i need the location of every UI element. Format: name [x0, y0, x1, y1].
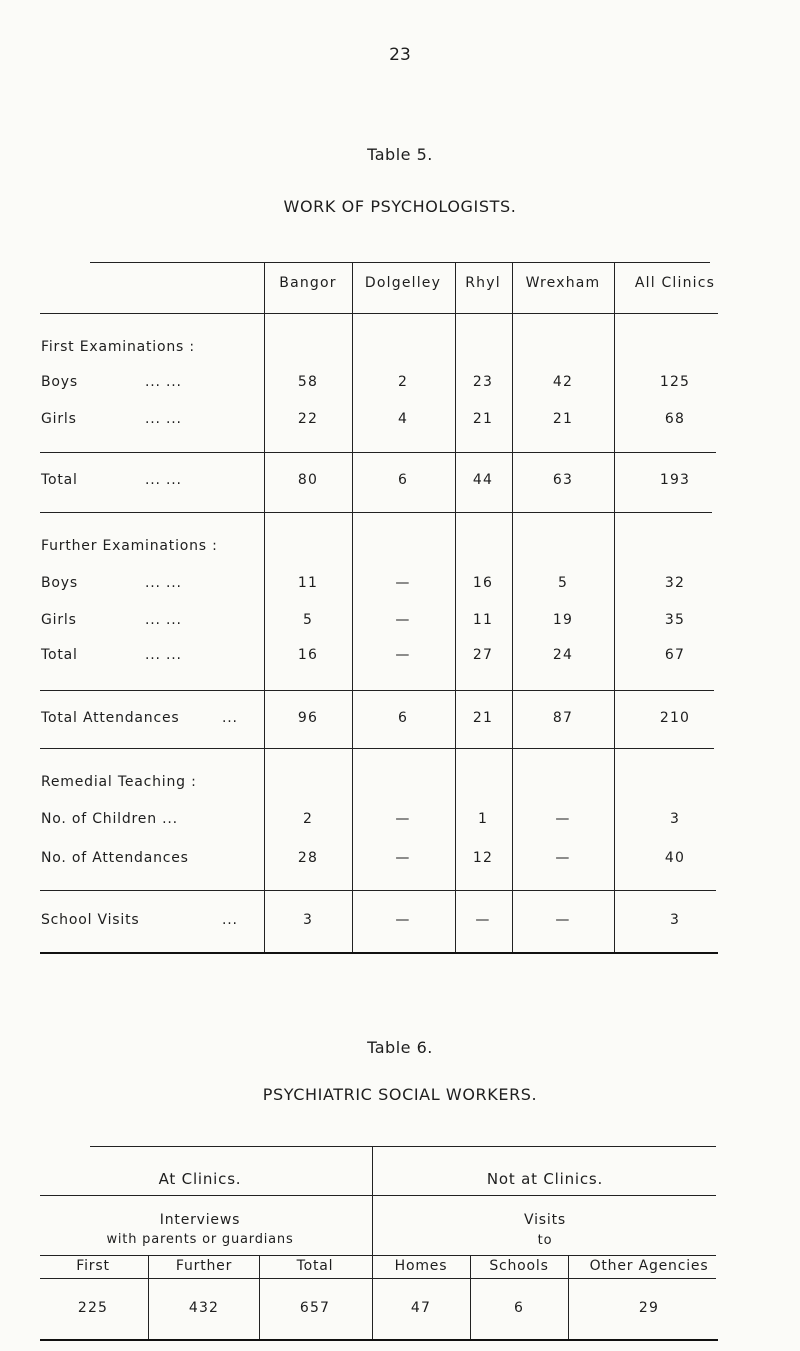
- cell-value: 44: [472, 472, 494, 488]
- cell-value: —: [395, 647, 411, 663]
- t6-vrule-5: [568, 1255, 569, 1339]
- cell-value: 40: [664, 850, 686, 866]
- cell-value: 3: [302, 912, 314, 928]
- cell-value: 11: [472, 612, 494, 628]
- row-label: Girls: [41, 411, 77, 427]
- t5-vrule-4: [512, 262, 513, 952]
- cell-value: 80: [297, 472, 319, 488]
- cell-value: 125: [659, 374, 691, 390]
- cell-value: —: [395, 912, 411, 928]
- section-heading: Further Examinations :: [41, 538, 218, 554]
- table6-title: PSYCHIATRIC SOCIAL WORKERS.: [262, 1085, 538, 1104]
- t6-vrule-2: [259, 1255, 260, 1339]
- row-label: Total: [41, 647, 78, 663]
- cell-value: 5: [557, 575, 569, 591]
- cell-value: 35: [664, 612, 686, 628]
- row-label: Boys: [41, 374, 78, 390]
- cell-value: 5: [302, 612, 314, 628]
- row-label: Boys: [41, 575, 78, 591]
- cell-value: 32: [664, 575, 686, 591]
- t5-vrule-2: [352, 262, 353, 952]
- t5-col-header: Rhyl: [465, 275, 501, 291]
- cell-value: 1: [477, 811, 489, 827]
- t6-rule-group: [40, 1195, 716, 1196]
- section-heading: First Examinations :: [41, 339, 195, 355]
- t5-vrule-3: [455, 262, 456, 952]
- t5-rule-attend: [40, 690, 714, 691]
- t6-cell-value: 432: [188, 1300, 220, 1316]
- cell-value: 28: [297, 850, 319, 866]
- row-label: Girls: [41, 612, 77, 628]
- t6-col-header: First: [76, 1258, 110, 1274]
- cell-value: —: [395, 850, 411, 866]
- row-leader: ... ...: [145, 411, 182, 427]
- cell-value: 24: [552, 647, 574, 663]
- cell-value: 11: [297, 575, 319, 591]
- table6-caption: Table 6.: [367, 1038, 433, 1057]
- t6-top-rule: [90, 1146, 716, 1147]
- t5-col-header: Wrexham: [525, 275, 601, 291]
- row-label: Total Attendances: [41, 710, 180, 726]
- t6-cell-value: 657: [299, 1300, 331, 1316]
- cell-value: 19: [552, 612, 574, 628]
- table5-caption: Table 5.: [367, 145, 433, 164]
- t5-bottom-rule: [40, 952, 718, 954]
- t6-cell-value: 225: [77, 1300, 109, 1316]
- t6-cell-value: 47: [410, 1300, 432, 1316]
- subheader-with-parents: with parents or guardians: [106, 1232, 294, 1247]
- t6-rule-cols: [40, 1278, 716, 1279]
- cell-value: 3: [669, 811, 681, 827]
- cell-value: —: [555, 912, 571, 928]
- row-leader: ... ...: [145, 374, 182, 390]
- table5-title: WORK OF PSYCHOLOGISTS.: [283, 197, 517, 216]
- row-leader: ...: [222, 710, 238, 726]
- cell-value: —: [555, 850, 571, 866]
- t5-col-header: Bangor: [279, 275, 337, 291]
- cell-value: —: [475, 912, 491, 928]
- t5-col-header: Dolgelley: [364, 275, 442, 291]
- cell-value: 16: [472, 575, 494, 591]
- cell-value: —: [395, 811, 411, 827]
- row-leader: ... ...: [145, 612, 182, 628]
- cell-value: 6: [397, 472, 409, 488]
- group-header-not-at-clinics: Not at Clinics.: [486, 1170, 604, 1188]
- cell-value: 12: [472, 850, 494, 866]
- t5-rule-remedial: [40, 748, 714, 749]
- row-label: No. of Children ...: [41, 811, 178, 827]
- cell-value: —: [395, 612, 411, 628]
- row-label: No. of Attendances: [41, 850, 189, 866]
- cell-value: 68: [664, 411, 686, 427]
- cell-value: 193: [659, 472, 691, 488]
- cell-value: 27: [472, 647, 494, 663]
- t5-header-rule: [40, 313, 718, 314]
- cell-value: 58: [297, 374, 319, 390]
- cell-value: 21: [552, 411, 574, 427]
- section-heading: Remedial Teaching :: [41, 774, 197, 790]
- row-leader: ...: [222, 912, 238, 928]
- cell-value: 210: [659, 710, 691, 726]
- subheader-interviews: Interviews: [159, 1212, 241, 1228]
- t6-col-header: Total: [296, 1258, 334, 1274]
- cell-value: 16: [297, 647, 319, 663]
- t6-col-header: Homes: [394, 1258, 448, 1274]
- t6-vrule-main: [372, 1146, 373, 1339]
- t5-vrule-1: [264, 262, 265, 952]
- cell-value: 96: [297, 710, 319, 726]
- t6-rule-sub: [40, 1255, 716, 1256]
- page-number: 23: [389, 45, 411, 65]
- cell-value: —: [395, 575, 411, 591]
- cell-value: 2: [302, 811, 314, 827]
- t6-bottom-rule: [40, 1339, 718, 1341]
- t5-rule-further: [40, 512, 712, 513]
- cell-value: 63: [552, 472, 574, 488]
- t6-col-header: Further: [175, 1258, 233, 1274]
- cell-value: 87: [552, 710, 574, 726]
- cell-value: 2: [397, 374, 409, 390]
- t6-vrule-1: [148, 1255, 149, 1339]
- cell-value: 23: [472, 374, 494, 390]
- cell-value: 6: [397, 710, 409, 726]
- cell-value: 22: [297, 411, 319, 427]
- cell-value: 42: [552, 374, 574, 390]
- row-leader: ... ...: [145, 472, 182, 488]
- row-leader: ... ...: [145, 575, 182, 591]
- group-header-at-clinics: At Clinics.: [158, 1170, 242, 1188]
- row-label: School Visits: [41, 912, 140, 928]
- cell-value: 67: [664, 647, 686, 663]
- t6-cell-value: 29: [638, 1300, 660, 1316]
- cell-value: 21: [472, 710, 494, 726]
- t6-cell-value: 6: [513, 1300, 525, 1316]
- cell-value: 4: [397, 411, 409, 427]
- t6-col-header: Schools: [489, 1258, 549, 1274]
- subheader-visits: Visits: [524, 1212, 566, 1228]
- t6-col-header: Other Agencies: [589, 1258, 709, 1274]
- t5-col-header: All Clinics: [634, 275, 716, 291]
- t5-top-rule: [90, 262, 710, 263]
- t5-vrule-5: [614, 262, 615, 952]
- cell-value: —: [555, 811, 571, 827]
- row-label: Total: [41, 472, 78, 488]
- cell-value: 3: [669, 912, 681, 928]
- row-leader: ... ...: [145, 647, 182, 663]
- subheader-to: to: [537, 1233, 553, 1248]
- t6-vrule-4: [470, 1255, 471, 1339]
- cell-value: 21: [472, 411, 494, 427]
